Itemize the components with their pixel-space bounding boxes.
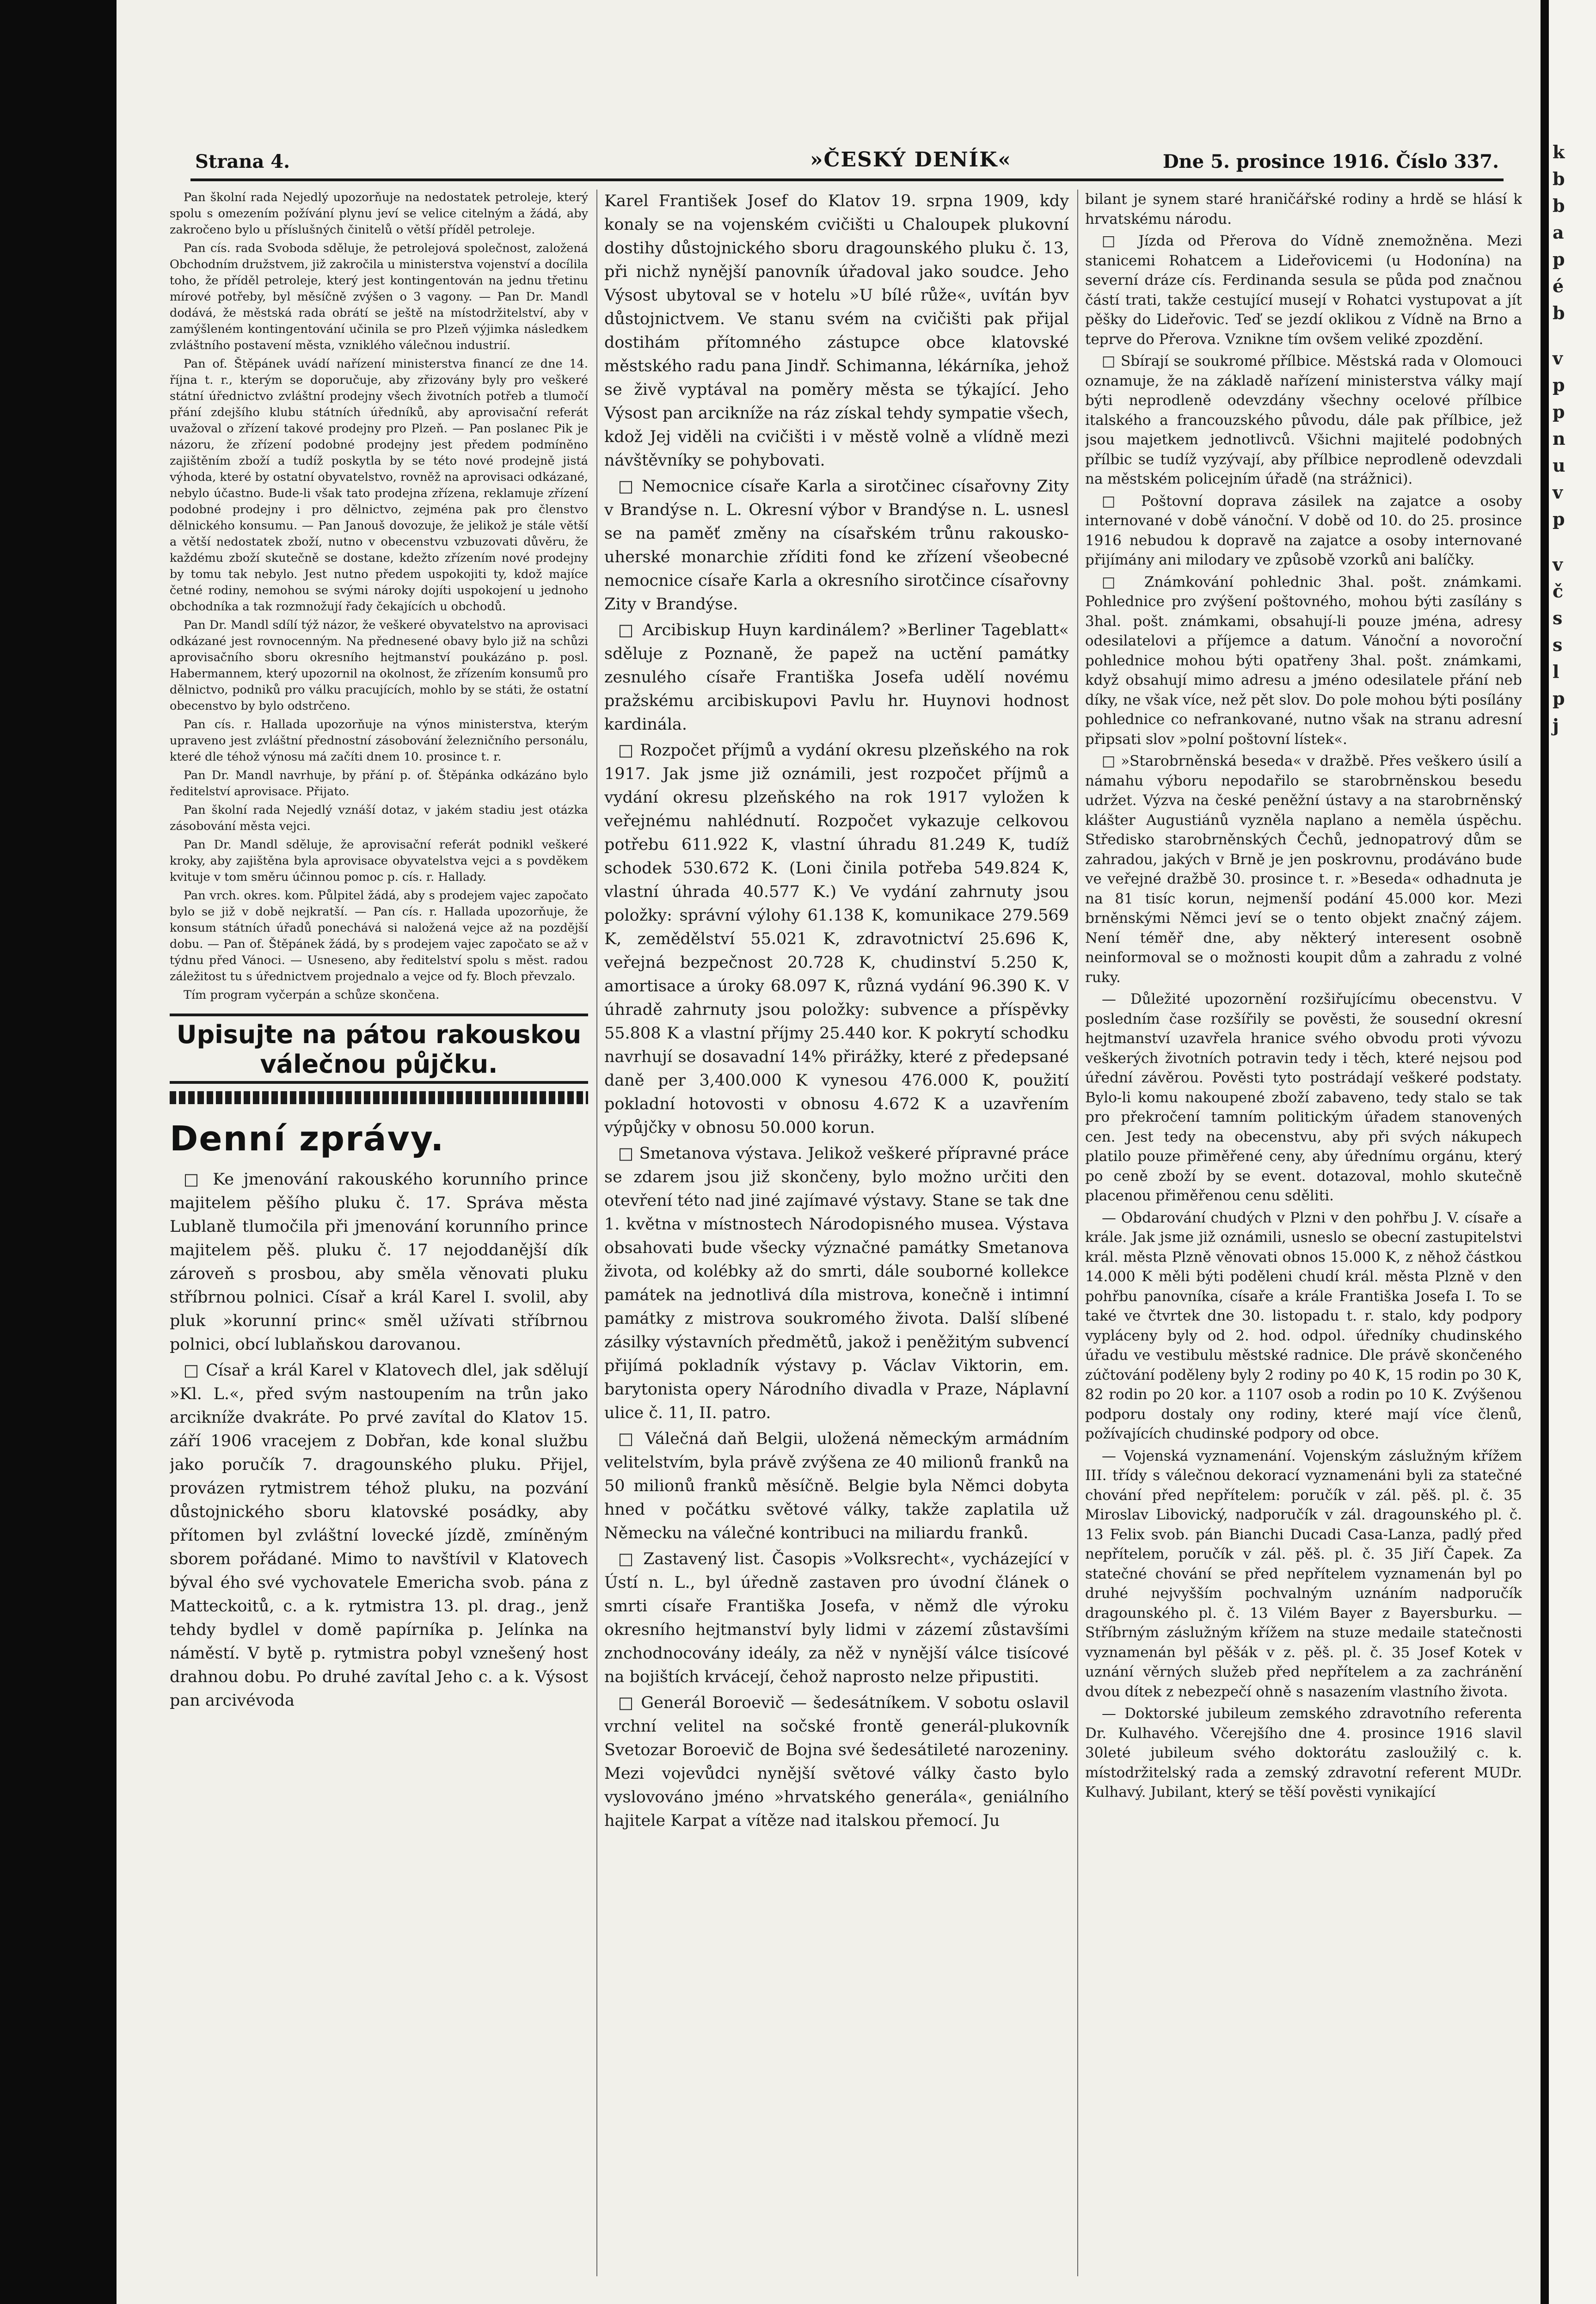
edge-letter: v — [1553, 482, 1563, 503]
column-divider — [1077, 190, 1078, 2276]
news-item: □ Smetanova výstava. Jelikož veškeré přípravné práce se zdarem jsou již skončeny, bylo možno určiti den otevření této nad jiné zajímavé výstavy. Stane se tak dne 1. května v místnostech Národopisného musea. Výstava obsahovati bude všecky význačné památky Smetanova života, od kolébky až do smrti, dále souborné kollekce památek na jednotlivá díla mistrova, konečně i intimní památky z mistrova soukromého života. Další slíbené zásilky výstavních předmětů, jakož i peněžitým subvencí přijímá pokladník výstavy p. Václav Viktorin, em. barytonista opery Národního divadla v Praze, Náplavní ulice č. 11, II. patro. — [604, 1144, 1069, 1422]
edge-letter: b — [1553, 302, 1565, 323]
edge-letter: u — [1553, 455, 1565, 476]
edge-letter: l — [1553, 661, 1559, 682]
news-item: □ Známkování pohlednic 3hal. pošt. známkami. Pohlednice pro zvýšení poštovného, mohou býti zasílány s 3hal. pošt. známkami, obsahují-li pouze jména, adresy odesilatelovi a příjemce a datum. Vánoční a novoroční pohlednice mohou býti opatřeny 3hal. pošt. známkami, když obsahují mimo adresu a jméno odesilatele přání neb díky, ne však více, než pět slov. Do pole mohou býti posílány pohlednice co nefrankované, nutno však na stranu adresní připsati slov »polní poštovní lístek«. — [1085, 573, 1522, 748]
edge-letter: p — [1553, 688, 1565, 709]
column-2 — [604, 190, 1069, 2286]
edge-letter: p — [1553, 509, 1565, 529]
masthead-title: »ČESKÝ DENÍK« — [810, 148, 1012, 172]
news-item: □ Zastavený list. Časopis »Volksrecht«, vycházející v Ústí n. L., byl úředně zastaven pro úvodní článek o smrti císaře Františka Josefa, v němž dle výroku okresního hejtmanství byly lidmi v zázemí zůstavšími znchodnocovány ideály, za něž v nynější válce tisícové na bojištích krvácejí, čehož naprosto nelze připustiti. — [604, 1550, 1069, 1686]
article-paragraph: Pan of. Štěpánek uvádí nařízení ministerstva financí ze dne 14. října t. r., kterým se doporučuje, aby zřizovány byly pro veškeré státní úřednictvo zvláštní prodejny všech životních potřeb a tlumočí přání zdejšího klubu státních úředníků, aby aprovisační referát uvažoval o zřízení takové prodejny pro Plzeň. — Pan poslanec Pik je názoru, že zřízení podobné prodejny jest předem podmíněno zajištěním zboží a tudíž poskytla by se této nové prodejně jistá výhoda, které by ostatní obyvatelstvo, rovněž na aprovisaci odkázané, nebylo účastno. Bude-li však tato prodejna zřízena, reklamuje zřízení podobné prodejny i pro dělnictvo, zejména pak pro členstvo dělnického konsumu. — Pan Janouš dovozuje, že jelikož je stále větší a větší nedostatek zboží, nutno v obecenstvu vzbuzovati důvěru, že každému zboží skutečně se dostane, kdežto zřízením nové prodejny by tomu tak nebylo. Jest nutno předem uspokojiti ty, kdož majíce četné rodiny, nemohou se svými nároky dojíti uspokojení u jednoho obchodníka a tak rozmnožují řady čekajících u obchodů. — [170, 357, 588, 614]
newspaper-page — [117, 0, 1541, 2304]
news-item: □ Generál Boroevič — šedesátníkem. V sobotu oslavil vrchní velitel na sočské frontě generál-plukovník Svetozar Boroevič de Bojna své šedesátileté narozeniny. Mezi vojevůdci nynější světové války často bylo vyslovováno jméno »hrvatského generála«, geniálního hajitele Karpat a vítěze nad italskou přemocí. Ju — [604, 1694, 1069, 1830]
column-3 — [1085, 190, 1522, 2286]
article-paragraph: Pan školní rada Nejedlý vznáší dotaz, v jakém stadiu jest otázka zásobování města vejci. — [170, 803, 588, 833]
news-item: — Doktorské jubileum zemského zdravotního referenta Dr. Kulhavého. Včerejšího dne 4. prosince 1916 slavil 30leté jubileum svého doktorátu zasloužilý c. k. místodržitelský rada a zemský zdravotní referent MUDr. Kulhavý. Jubilant, který se těší pověsti vynikající — [1085, 1705, 1522, 1800]
article-paragraph: Pan cís. rada Svoboda sděluje, že petrolejová společnost, založená Obchodním družstvem, již zakročila u ministerstva vojenství a docílila toho, že příděl petroleje, který jest kontingentován na jednu třetinu mírové potřeby, byl měsíčně zvýšen o 3 vagony. — Pan Dr. Mandl dodává, že městská rada obrátí se ještě na místodržitelství, aby v zamýšleném kontingentování učinila se pro Plzeň výjimka následkem zvláštního postavení města, vzniklého válečnou industrií. — [170, 241, 588, 352]
article-paragraph: Pan cís. r. Hallada upozorňuje na výnos ministerstva, kterým upraveno jest zvláštní přednostní zásobování železničního personálu, které dle téhož výnosu má začíti dnem 10. prosince t. r. — [170, 718, 588, 764]
article-paragraph: Pan Dr. Mandl navrhuje, by přání p. of. Štěpánka odkázáno bylo ředitelství aprovisace. Přijato. — [170, 768, 588, 799]
column-divider — [596, 190, 597, 2276]
edge-letter: v — [1553, 554, 1563, 575]
adjacent-page-edge — [1549, 0, 1596, 2304]
edge-letter: v — [1553, 348, 1563, 369]
edge-letter: j — [1553, 715, 1559, 736]
column-1 — [170, 190, 588, 2286]
edge-letter: b — [1553, 168, 1565, 189]
edge-letter: p — [1553, 375, 1565, 395]
article-paragraph: Pan Dr. Mandl sdílí týž názor, že veškeré obyvatelstvo na aprovisaci odkázané jest rovnocenným. Na přednesené obavy bylo již na schůzi aprovisačního sboru okresního hejtmanství poukázáno p. posl. Habermannem, který upozornil na okolnost, že zřízením konsumů pro dělnictvo, podniků pro válku pracujících, mohlo by se státi, že ostatní obecenstvo by bylo odstrčeno. — [170, 618, 588, 713]
decorative-rule — [170, 1091, 588, 1104]
news-item: □ Jízda od Přerova do Vídně znemožněna. Mezi stanicemi Rohatcem a Lideřovicemi (u Hodonína) na severní dráze cís. Ferdinanda sesula se půda pod značnou částí trati, takže cestující musejí v Rohatci vystupovat a jít pěšky do Lideřovic. Teď se jezdí oklikou z Vídně na Brno a teprve do Přerova. Vznikne tím ovšem veliké zpozdění. — [1085, 233, 1522, 348]
edge-letter: p — [1553, 401, 1565, 422]
edge-letter: s — [1553, 634, 1563, 655]
edge-letter: p — [1553, 249, 1565, 270]
article-paragraph: Pan školní rada Nejedlý upozorňuje na nedostatek petroleje, který spolu s omezením požívání plynu jeví se velice citelným a žádá, aby zakročeno bylo u příslušných činitelů o větší příděl petroleje. — [170, 190, 588, 237]
news-item: □ Rozpočet příjmů a vydání okresu plzeňského na rok 1917. Jak jsme již oznámili, jest rozpočet příjmů a vydání okresu plzeňského na rok 1917 vyložen k veřejnému nahlédnutí. Rozpočet vykazuje celkovou potřebu 611.922 K, vlastní úhradu 81.249 K, tudíž schodek 530.672 K. (Loni činila potřeba 549.824 K, vlastní úhrada 40.577 K.) Ve vydání zahrnuty jsou položky: správní výlohy 61.138 K, komunikace 279.569 K, zemědělství 55.021 K, zdravotnictví 25.696 K, veřejná bezpečnost 20.728 K, chudinství 5.250 K, amortisace a úroky 68.097 K, různá vydání 96.390 K. V úhradě zahrnuty jsou položky: subvence a příspěvky 55.808 K a vlastní příjmy 25.440 kor. K pokrytí schodku navrhují se dosavadní 14% přirážky, které z předepsané daně per 3,400.000 K vynesou 476.000 K, použití pokladní hotovosti v obnosu 4.672 K a uzavřením výpůjčky v obnosu 50.000 korun. — [604, 741, 1069, 1137]
article-paragraph: Pan Dr. Mandl sděluje, že aprovisační referát podnikl veškeré kroky, aby zajištěna byla aprovisace obyvatelstva vejci a s povděkem kvituje v tom směru účinnou pomoc p. cís. r. Hallady. — [170, 838, 588, 884]
news-item: □ Ke jmenování rakouského korunního prince majitelem pěšího pluku č. 17. Správa města Lublaně tlumočila při jmenování korunního prince majitelem pěš. pluku č. 17 nejoddanější dík zároveň s prosbou, aby směla věnovati pluku stříbrnou polnici. Císař a král Karel I. svolil, aby pluk »korunní princ« směl užívati stříbrnou polnici, obcí lublaňskou darovanou. — [170, 1170, 588, 1354]
article-paragraph: Pan vrch. okres. kom. Půlpitel žádá, aby s prodejem vajec započato bylo se již v době nejkratší. — Pan cís. r. Hallada upozorňuje, že konsum státních úřadů ponechává si naložená vejce až na pozdější dobu. — Pan of. Štěpánek žádá, by s prodejem vajec započato se až v týdnu před Vánoci. — Usneseno, aby ředitelství spolu s měst. radou záležitost tu s úřednictvem projednalo a vejce od fy. Bloch převzalo. — [170, 889, 588, 983]
edge-letter: a — [1553, 222, 1564, 243]
news-item: □ Sbírají se soukromé přílbice. Městská rada v Olomouci oznamuje, že na základě nařízení ministerstva války mají býti neprodleně odevzdány všechny ocelové přílbice italského a francouzského původu, dále pak přílbice, jež jsou majetkem jednotlivců. Všichni majitelé podobných přílbic se tudíž vyzývají, aby přílbice neprodleně odevzdali na městském policejním úřadě (na strážnici). — [1085, 353, 1522, 487]
edge-letter: k — [1553, 141, 1565, 162]
header-rule — [190, 178, 1504, 181]
news-item: □ Válečná daň Belgii, uložená německým armádním velitelstvím, byla právě zvýšena ze 40 milionů franků na 50 milionů franků měsíčně. Belgie byla Němci dobyta hned v počátku světové války, takže zaplatila už Německu na válečné kontribuci na miliardu franků. — [604, 1430, 1069, 1542]
news-item: — Obdarování chudých v Plzni v den pohřbu J. V. císaře a krále. Jak jsme již oznámili, usneslo se obecní zastupitelstvi král. města Plzně věnovati obnos 15.000 K, z něhož částkou 14.000 K měli býti poděleni chudí král. města Plzně v den pohřbu panovníka, císaře a krále Františka Josefa I. To se také ve čtvrtek dne 30. listopadu t. r. stalo, kdy podpory vypláceny byly od 2. hod. odpol. úředníky chudinského úřadu ve vestibulu městské radnice. Dle právě skončeného zúčtování poděleny byly 2 rodiny po 40 K, 15 rodin po 30 K, 82 rodin po 20 kor. a 1107 osob a rodin po 10 K. Zvýšenou podporu dostaly ony rodiny, které mají více členů, požívajících chudinské podpory od obce. — [1085, 1209, 1522, 1442]
news-item: □ Císař a král Karel v Klatovech dlel, jak sdělují »Kl. L.«, před svým nastoupením na trůn jako arcikníže dvakráte. Po prvé zavítal do Klatov 15. září 1906 vracejem z Dobřan, kde konal službu jako poručík 7. dragounského pluku. Přijel, provázen rytmistrem téhož pluku, na pozvání důstojnického sboru klatovské posádky, aby přítomen byl zvláštní lovecké jízdě, zmíněným sborem pořádané. Mimo to navštívil v Klatovech býval ého své vychovatele Emericha svob. pána z Matteckoitů, c. a k. rytmistra 13. pl. drag., jenž tehdy bydlel v domě papírníka p. Jelínka na náměstí. V bytě p. rytmistra pobyl vznešený host drahnou dobu. Po druhé zavítal Jeho c. a k. Výsost pan arcivévoda — [170, 1361, 588, 1710]
article-paragraph: Tím program vyčerpán a schůze skončena. — [184, 988, 440, 1002]
page-number: Strana 4. — [195, 151, 290, 172]
section-title: Denní zprávy. — [170, 1119, 445, 1159]
issue-date: Dne 5. prosince 1916. Číslo 337. — [1162, 151, 1499, 172]
war-loan-banner: Upisujte na pátou rakouskou válečnou půjčku. — [170, 1014, 588, 1084]
edge-letter: é — [1553, 276, 1564, 296]
news-item: □ »Starobrněnská beseda« v dražbě. Přes veškero úsilí a námahu výboru nepodařilo se starobrněnskou besedu udržet. Výzva na české peněžní ústavy a na starobrněnský klášter Augustiánů vyzněla naplano a neměla úspěchu. Středisko starobrněnských Čechů, jednopatrový dům se zahradou, jakých v Brně je jen poskrovnu, prodáváno bude ve veřejné dražbě 30. prosince t. r. »Beseda« odhadnuta je na 81 tisíc korun, nejmenší podání 45.000 kor. Mezi brněnskými Němci jeví se o tento objekt značný zájem. Není téměř dne, aby některý interesent osobně neinformoval se o možnosti koupit dům a zahradu z volné ruky. — [1085, 753, 1522, 986]
edge-letter: n — [1553, 428, 1565, 449]
news-item: □ Arcibiskup Huyn kardinálem? »Berliner Tageblatt« sděluje z Poznaně, že papež na uctění památky zesnulého císaře Františka Josefa udělí novému pražskému arcibiskupovi Pavlu hr. Huynovi hodnost kardinála. — [604, 621, 1069, 734]
edge-letter: s — [1553, 608, 1563, 628]
news-item: □ Poštovní doprava zásilek na zajatce a osoby internované v době vánoční. V době od 10. do 25. prosince 1916 nebudou k dopravě na zajatce a osoby internované přijímány ani milodary ve způsobě vzorků ani balíčky. — [1085, 492, 1522, 568]
news-item: bilant je synem staré hraničářské rodiny a hrdě se hlásí k hrvatskému národu. — [1085, 191, 1522, 227]
edge-letter: č — [1553, 581, 1564, 602]
page-header — [195, 148, 1499, 180]
edge-letter: b — [1553, 195, 1565, 216]
news-item: Karel František Josef do Klatov 19. srpna 1909, kdy konaly se na vojenském cvičišti u Chaloupek plukovní dostihy důstojnického sboru dragounského pluku č. 13, při nichž nynější panovník úřadoval jako soudce. Jeho Výsost ubytoval se v hotelu »U bílé růže«, uvítán byv důstojnictvem. Ve stanu svém na cvičišti pak přijal dostihám přítomného zástupce obce klatovské městského radu pana Jindř. Schimanna, lékárníka, jehož se živě vyptával na poměry města se týkající. Jeho Výsost pan arcikníže na ráz získal tehdy sympatie všech, kdož Jej viděli na cvičišti i v městě volně a vlídně mezi návštěvníky se pohybovati. — [604, 192, 1069, 470]
news-item: □ Nemocnice císaře Karla a sirotčinec císařovny Zity v Brandýse n. L. Okresní výbor v Brandýse n. L. usnesl se na paměť změny na císařském trůnu rakousko-uherské monarchie zříditi fond ke zřízení všeobecné nemocnice císaře Karla a okresního sirotčince císařovny Zity v Brandýse. — [604, 477, 1069, 614]
news-item: — Vojenská vyznamenání. Vojenským záslužným křížem III. třídy s válečnou dekorací vyznamenáni byli za statečné chování před nepřítelem: poručík v zál. pěš. pl. č. 35 Miroslav Libovický, nadporučík v zál. dragounského pl. č. 13 Felix svob. pán Bianchi Ducadi Casa-Lanza, padlý před nepřítelem, poručík v zál. pěš. pl. č. 35 Jiří Čapek. Za statečné chování se před nepřítelem vyznamenán byl po druhé nejvyšším pochvalným uznáním nadporučík dragounského pl. č. 13 Vilém Bayer z Bayersburku. — Stříbrným záslužným křížem na stuze medaile statečnosti vyznamenán byl pěšák v z. pěš. pl. č. 35 Josef Kotek v uznání věrných služeb před nepřítelem a za zachránění dvou dítek z nebezpečí ohně s nasazením vlastního života. — [1085, 1447, 1522, 1700]
news-item: — Důležité upozornění rozšiřujícímu obecenstvu. V posledním čase rozšířily se pověsti, že sousední okresní hejtmanství uzavřela hranice svého obvodu proti vývozu veškerých životních potravin tedy i těch, které nejsou pod úřední závěrou. Pověsti tyto postrádají veškeré podstaty. Bylo-li komu nakoupené zboží zabaveno, tedy stalo se tak pro překročení tamním politickým úřadem stanovených cen. Jest tedy na obecenstvu, aby při svých nákupech platilo pouze přiměřené ceny, aby úřednímu orgánu, který po ceně zboží by se event. dotazoval, mohlo skutečně placenou přiměřenou cenu sděliti. — [1085, 991, 1522, 1204]
